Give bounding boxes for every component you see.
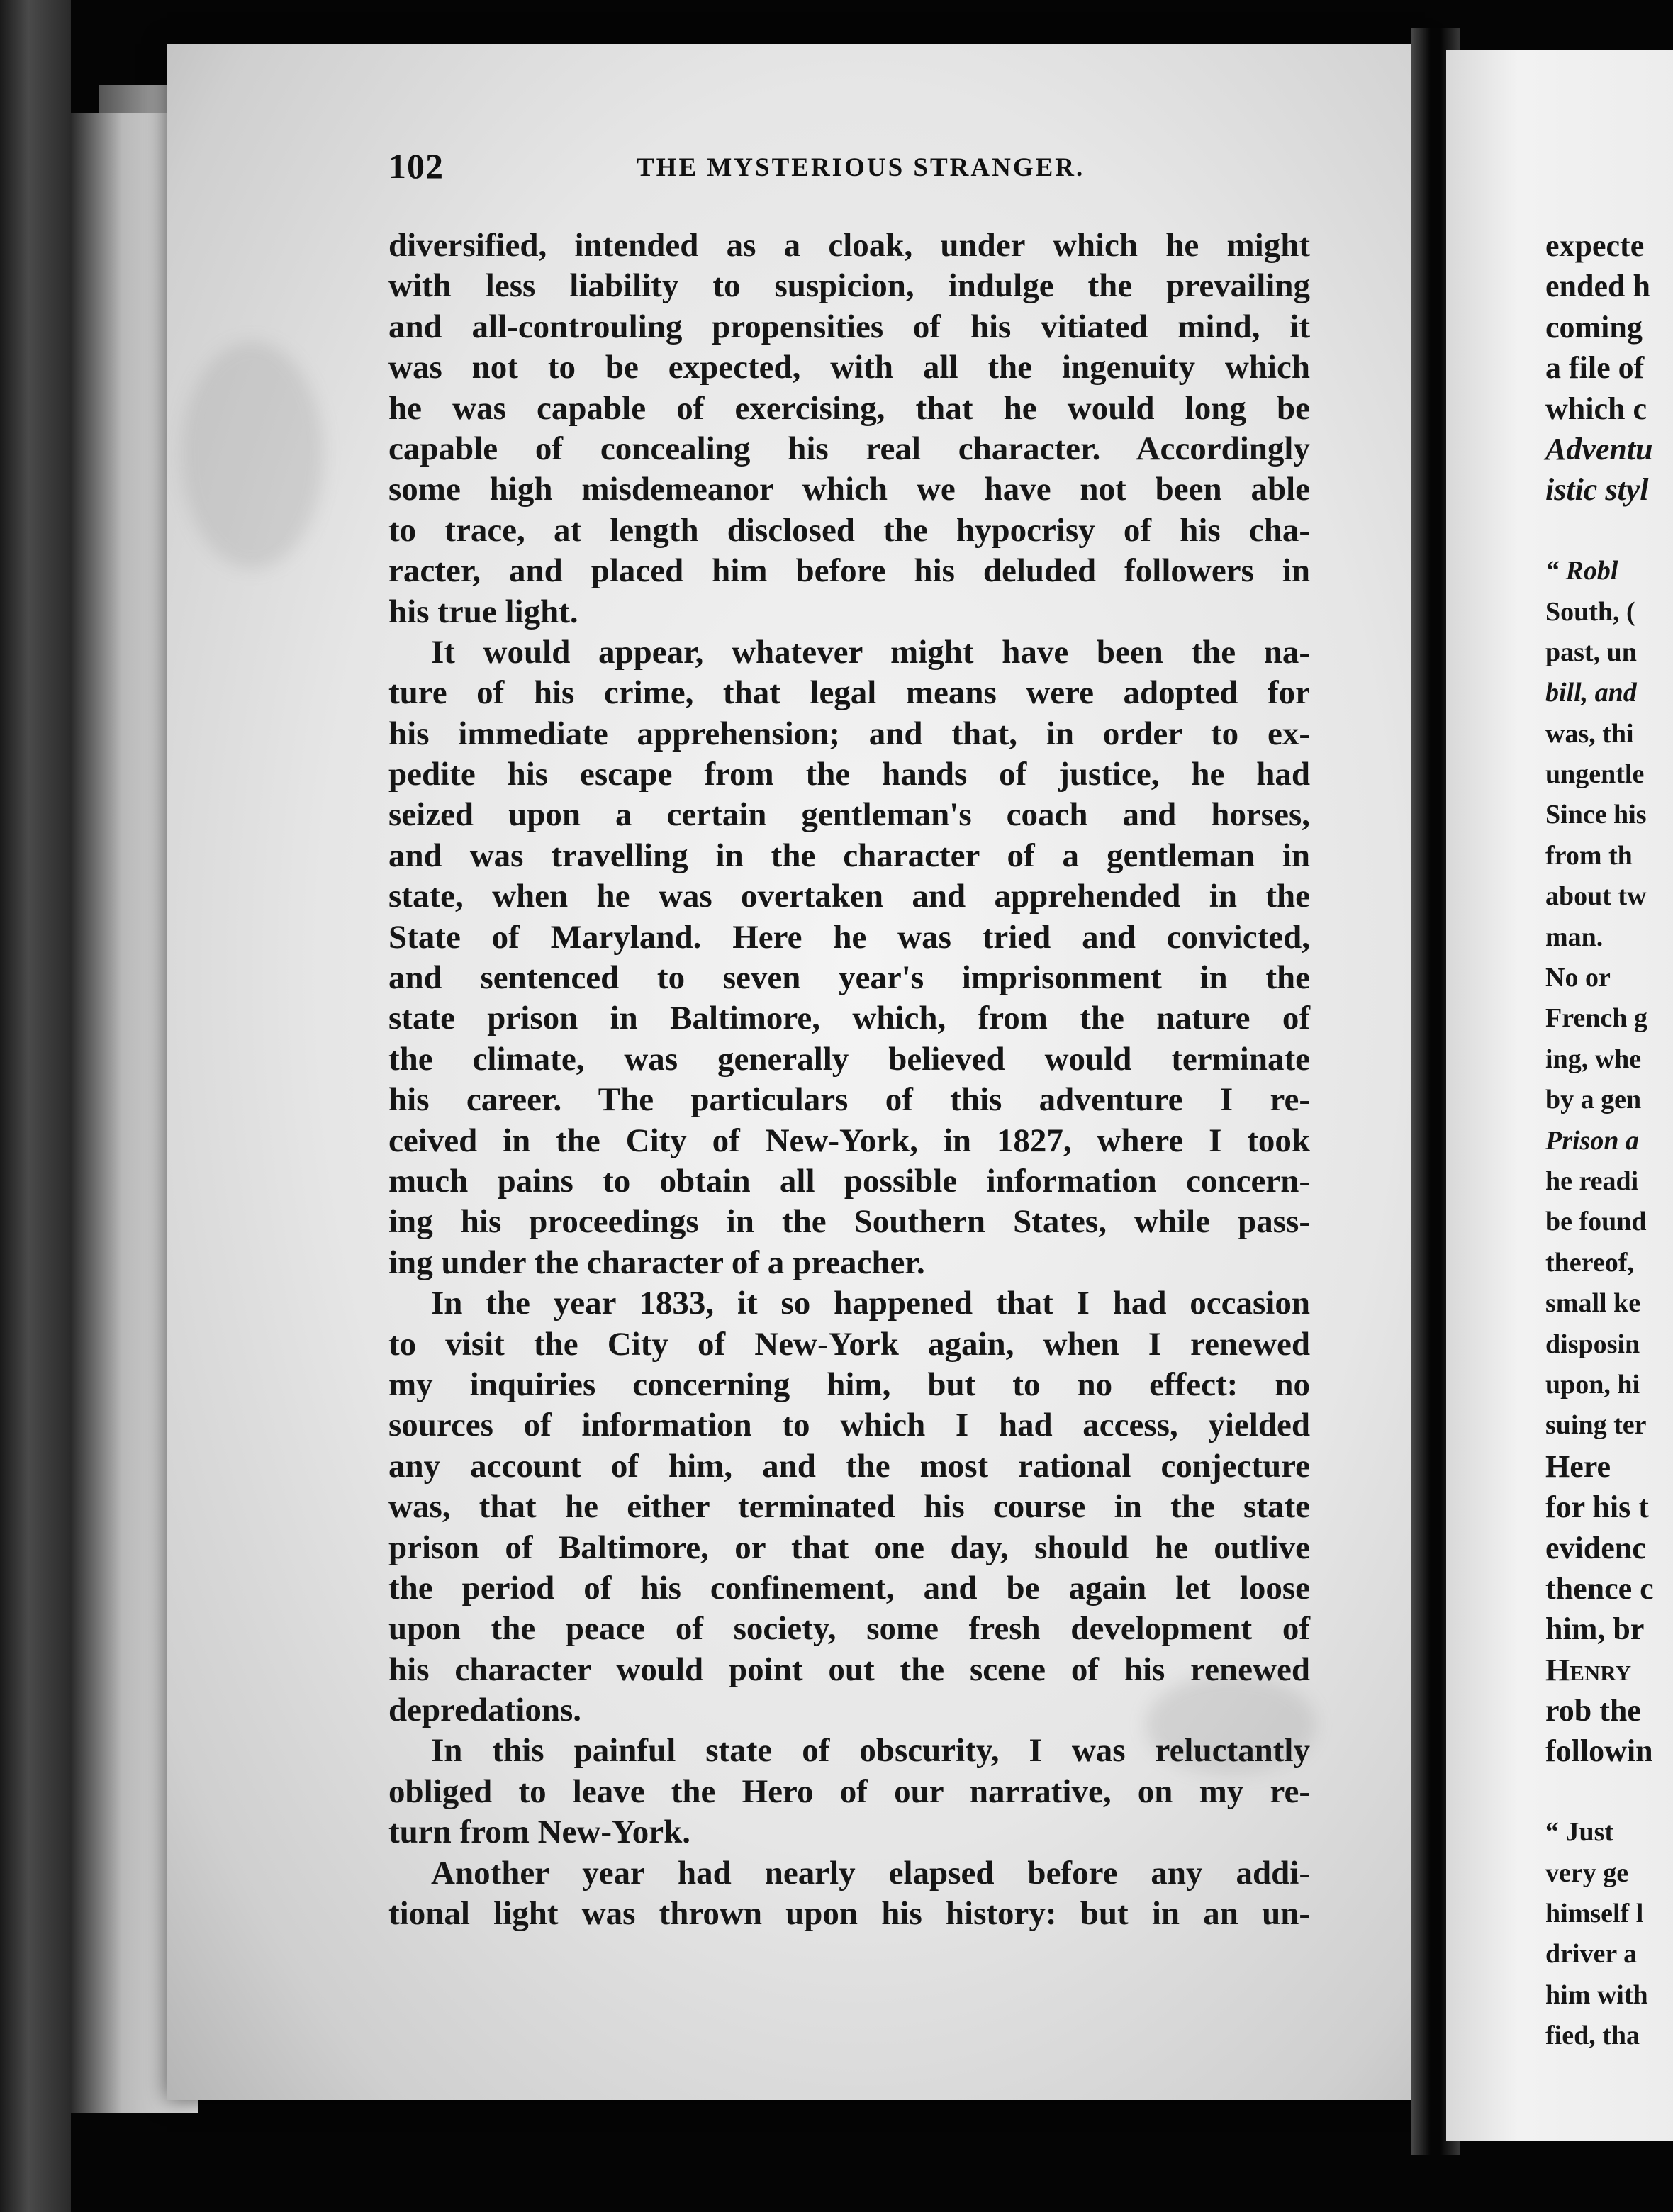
- text-line: for his t: [1545, 1490, 1649, 1525]
- text-line: seized upon a certain gentleman's coach and horses,: [388, 796, 1310, 834]
- text-line: some high misdemeanor which we have not been able: [388, 471, 1310, 508]
- text-line: and sentenced to seven year's imprisonment in the: [388, 959, 1310, 997]
- header-title: THE MYSTERIOUS STRANGER.: [637, 153, 1085, 182]
- text-line: about tw: [1545, 881, 1647, 912]
- text-line: sources of information to which I had access, yielded: [388, 1407, 1310, 1444]
- text-line: my inquiries concerning him, but to no effect: no: [388, 1365, 1310, 1403]
- text-line: ing under the character of a preacher.: [388, 1244, 925, 1281]
- text-line: upon the peace of society, some fresh development of: [388, 1610, 1310, 1648]
- text-line: ing his proceedings in the Southern States, while pass-: [388, 1203, 1310, 1241]
- text-line: his career. The particulars of this adventure I re-: [388, 1081, 1310, 1119]
- text-line: him with: [1545, 1979, 1648, 2010]
- book-cover-edge: [0, 0, 71, 2212]
- text-line: expecte: [1545, 228, 1645, 263]
- text-line: his character would point out the scene of his renewed: [388, 1650, 1310, 1688]
- text-line: a file of: [1545, 350, 1645, 386]
- text-line: which c: [1545, 391, 1647, 426]
- text-line: diversified, intended as a cloak, under which he might: [388, 227, 1310, 264]
- text-line: state prison in Baltimore, which, from the nature of: [388, 1000, 1310, 1037]
- text-line: be found: [1545, 1207, 1647, 1237]
- text-line: him, br: [1545, 1611, 1645, 1647]
- text-line: disposin: [1545, 1329, 1640, 1359]
- page-number: 102: [388, 146, 444, 186]
- text-line: Henry: [1545, 1652, 1631, 1687]
- text-line: In the year 1833, it so happened that I had occasion: [431, 1285, 1310, 1322]
- text-line: past, un: [1545, 637, 1637, 667]
- text-line: his true light.: [388, 593, 578, 630]
- text-line: was not to be expected, with all the ingenuity which: [388, 349, 1310, 386]
- text-line: Another year had nearly elapsed before any addi-: [431, 1854, 1310, 1892]
- text-line: Adventu: [1545, 431, 1653, 467]
- text-line: the climate, was generally believed would terminate: [388, 1040, 1310, 1078]
- text-line: small ke: [1545, 1288, 1641, 1319]
- right-page-body-text: [1545, 225, 1673, 2057]
- text-line: capable of concealing his real character. Accordingly: [388, 430, 1310, 467]
- text-line: ture of his crime, that legal means were adopted for: [388, 674, 1310, 712]
- text-line: In this painful state of obscurity, I was reluctantly: [431, 1732, 1310, 1770]
- text-line: ing, whe: [1545, 1044, 1642, 1074]
- line-gap: [1545, 1772, 1673, 1812]
- text-line: South, (: [1545, 596, 1635, 627]
- text-line: to visit the City of New-York again, when I renewed: [388, 1325, 1310, 1363]
- text-line: ungentle: [1545, 759, 1645, 790]
- text-line: much pains to obtain all possible information concern-: [388, 1162, 1310, 1200]
- text-line: istic styl: [1545, 472, 1649, 508]
- text-line: fied, tha: [1545, 2021, 1640, 2051]
- text-line: he was capable of exercising, that he would long be: [388, 389, 1310, 427]
- text-line: and all-controuling propensities of his vitiated mind, it: [388, 308, 1310, 345]
- text-line: bill, and: [1545, 678, 1637, 708]
- text-line: was, thi: [1545, 718, 1634, 749]
- text-line: the period of his confinement, and be again let loose: [388, 1569, 1310, 1607]
- text-line: “ Just: [1545, 1817, 1614, 1848]
- paper-stain: [181, 342, 323, 569]
- text-line: “ Robl: [1545, 556, 1618, 586]
- text-line: state, when he was overtaken and apprehended in the: [388, 878, 1310, 915]
- text-line: man.: [1545, 922, 1604, 952]
- text-line: with less liability to suspicion, indulge the prevailing: [388, 267, 1310, 305]
- text-line: was, that he either terminated his course in the state: [388, 1488, 1310, 1526]
- text-line: to trace, at length disclosed the hypocrisy of his cha-: [388, 511, 1310, 549]
- text-line: and was travelling in the character of a gentleman in: [388, 837, 1310, 874]
- text-line: he readi: [1545, 1166, 1639, 1196]
- text-line: prison of Baltimore, or that one day, should he outlive: [388, 1529, 1310, 1566]
- text-line: ended h: [1545, 269, 1650, 304]
- text-line: Since his: [1545, 800, 1647, 830]
- text-line: coming: [1545, 309, 1643, 345]
- text-line: suing ter: [1545, 1410, 1647, 1441]
- text-line: followin: [1545, 1733, 1653, 1769]
- text-line: very ge: [1545, 1858, 1629, 1888]
- text-line: driver a: [1545, 1939, 1638, 1970]
- text-line: turn from New-York.: [388, 1814, 690, 1851]
- text-line: from th: [1545, 840, 1633, 871]
- text-line: thereof,: [1545, 1247, 1634, 1278]
- text-line: himself l: [1545, 1899, 1644, 1929]
- text-line: State of Maryland. Here he was tried and convicted,: [388, 918, 1310, 956]
- running-head: [388, 145, 1310, 188]
- text-line: rob the: [1545, 1693, 1641, 1728]
- text-line: No or: [1545, 963, 1611, 993]
- text-line: upon, hi: [1545, 1369, 1640, 1400]
- text-line: racter, and placed him before his deluded followers in: [388, 552, 1310, 590]
- text-line: tional light was thrown upon his history: but in an un-: [388, 1895, 1310, 1933]
- line-gap: [1545, 510, 1673, 551]
- text-line: depredations.: [388, 1692, 582, 1729]
- text-line: Here: [1545, 1448, 1611, 1484]
- text-line: his immediate apprehension; and that, in order to ex-: [388, 715, 1310, 752]
- text-line: obliged to leave the Hero of our narrative, on my re-: [388, 1772, 1310, 1810]
- text-line: evidenc: [1545, 1530, 1646, 1565]
- text-line: any account of him, and the most rational conjecture: [388, 1447, 1310, 1485]
- left-page-body-text: [388, 225, 1310, 1934]
- text-line: French g: [1545, 1003, 1647, 1034]
- text-line: by a gen: [1545, 1085, 1642, 1115]
- text-line: ceived in the City of New-York, in 1827, where I took: [388, 1122, 1310, 1159]
- text-line: pedite his escape from the hands of justice, he had: [388, 756, 1310, 793]
- text-line: thence c: [1545, 1570, 1654, 1606]
- text-line: It would appear, whatever might have been the na-: [431, 633, 1310, 671]
- text-line: Prison a: [1545, 1125, 1639, 1156]
